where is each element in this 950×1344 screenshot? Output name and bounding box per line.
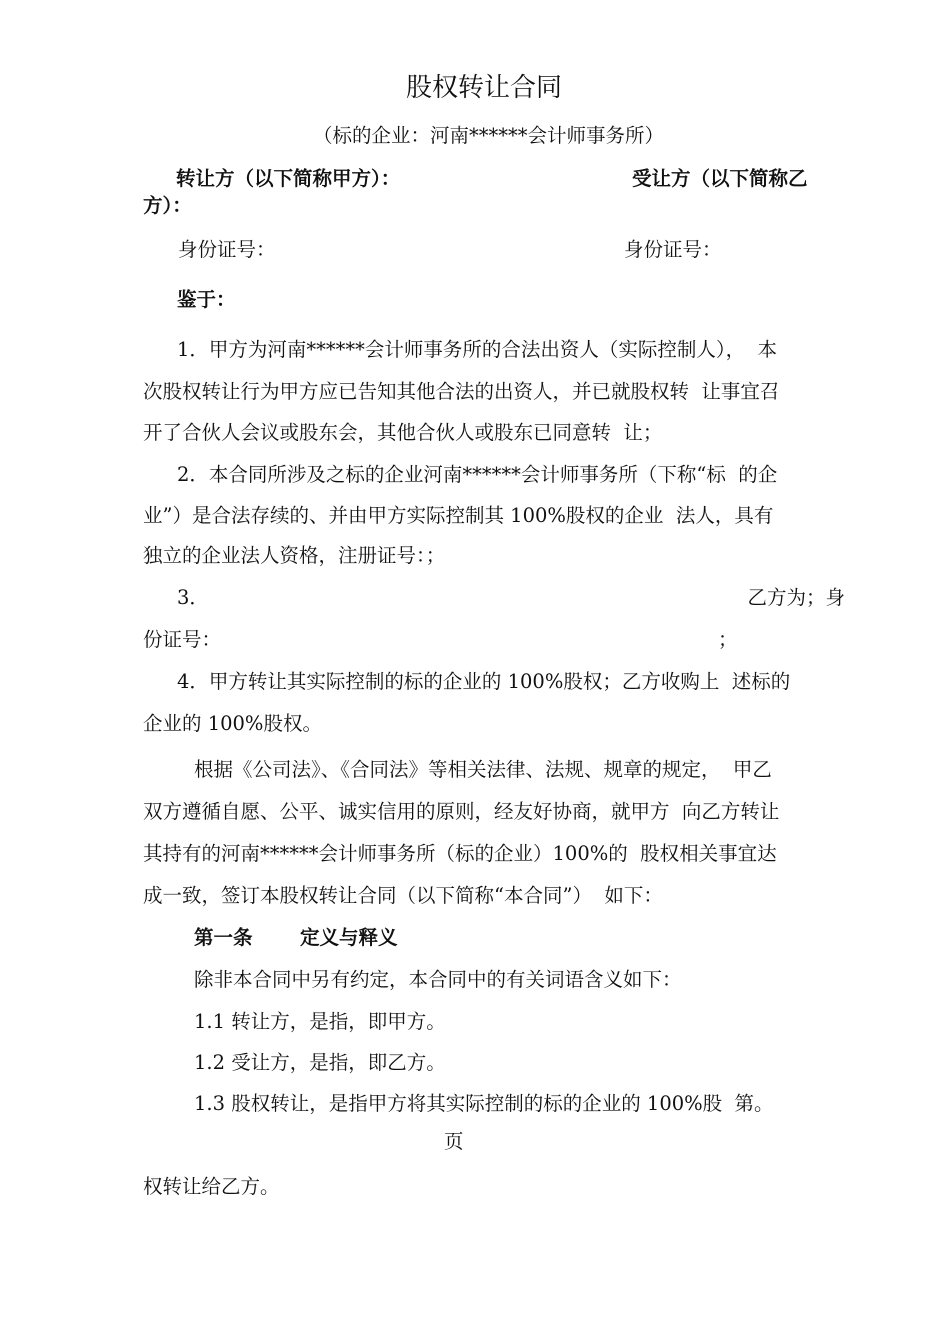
clause-line: 业”）是合法存续的、并由甲方实际控制其 100%股权的企业 法人，具有 — [143, 504, 774, 527]
clause-line: 次股权转让行为甲方应已告知其他合法的出资人，并已就股权转 让事宜召 — [143, 380, 780, 403]
recital-line: 成一致，签订本股权转让合同（以下简称“本合同”） 如下： — [143, 884, 663, 907]
recital-line: 其持有的河南******会计师事务所（标的企业）100%的 股权相关事宜达 — [143, 842, 777, 865]
definition-item: 1.3 股权转让，是指甲方将其实际控制的标的企业的 100%股 第。 — [194, 1092, 774, 1115]
transferee-label-cont: 方）： — [143, 194, 192, 217]
clause-line: 开了合伙人会议或股东会，其他合伙人或股东已同意转 让； — [143, 421, 663, 444]
id-number-right: 身份证号： — [624, 238, 722, 261]
recital-line: 根据《公司法》、《合同法》等相关法律、法规、规章的规定， 甲乙 — [194, 758, 772, 781]
whereas-heading: 鉴于： — [177, 288, 236, 311]
clause-line: 1．甲方为河南******会计师事务所的合法出资人（实际控制人）， 本 — [177, 338, 778, 361]
page-title: 股权转让合同 — [406, 73, 563, 103]
definition-item-cont: 权转让给乙方。 — [143, 1175, 280, 1198]
transferee-label: 受让方（以下简称乙 — [632, 167, 808, 190]
clause-line: 2．本合同所涉及之标的企业河南******会计师事务所（下称“标 的企 — [177, 463, 778, 486]
article-heading: 定义与释义 — [300, 926, 398, 949]
subtitle: （标的企业：河南******会计师事务所） — [313, 124, 665, 147]
clause-line: ； — [718, 628, 738, 651]
recital-line: 双方遵循自愿、公平、诚实信用的原则，经友好协商，就甲方 向乙方转让 — [143, 800, 780, 823]
clause-line: 份证号： — [143, 628, 222, 651]
definition-item: 1.2 受让方，是指，即乙方。 — [194, 1051, 446, 1074]
transferor-label: 转让方（以下简称甲方）： — [176, 167, 401, 190]
clause-line: 乙方为；身 — [747, 586, 845, 609]
clause-line: 4．甲方转让其实际控制的标的企业的 100%股权；乙方收购上 述标的 — [177, 670, 791, 693]
clause-line: 独立的企业法人资格，注册证号：； — [143, 544, 446, 567]
clause-line: 企业的 100%股权。 — [143, 712, 322, 735]
id-number-left: 身份证号： — [178, 238, 276, 261]
page-footer: 页 — [444, 1130, 464, 1153]
article-number: 第一条 — [194, 926, 253, 949]
clause-line: 3． — [177, 586, 209, 609]
definition-item: 1.1 转让方，是指，即甲方。 — [194, 1010, 446, 1033]
definition-intro: 除非本合同中另有约定，本合同中的有关词语含义如下： — [194, 968, 682, 991]
